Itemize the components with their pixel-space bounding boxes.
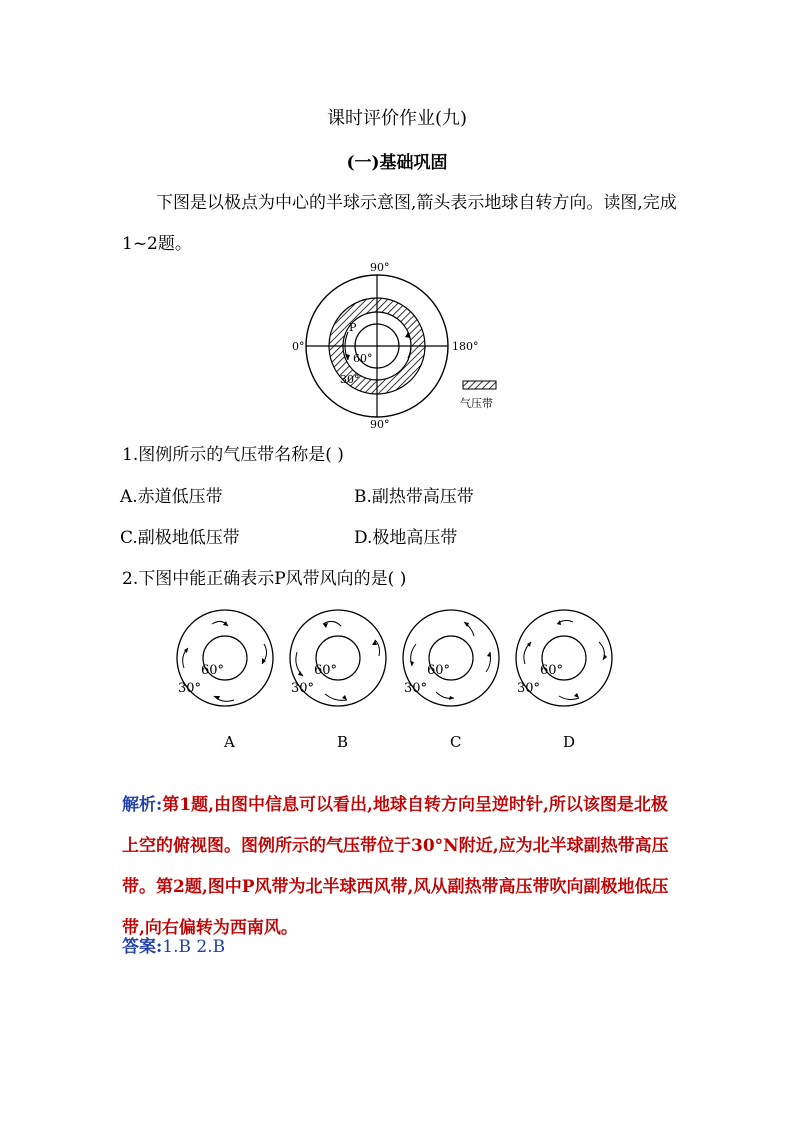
diagram-b-60: 60° (314, 663, 338, 678)
wind-diagrams (168, 606, 618, 756)
label-0: 0° (292, 340, 305, 353)
answer-text: 1.B 2.B (162, 937, 226, 957)
label-60: 60° (353, 352, 373, 365)
legend-label: 气压带 (460, 397, 493, 410)
diagram-c-letter: C (450, 733, 462, 751)
diagram-c-60: 60° (427, 663, 451, 678)
answer-block (122, 932, 225, 957)
diagram-d-60: 60° (540, 663, 564, 678)
diagram-c-30: 30° (404, 681, 428, 696)
diagram-b-letter: B (337, 733, 349, 751)
q1-option-c: C.副极地低压带 (120, 528, 240, 548)
answer-label: 答案: (122, 937, 163, 957)
section-heading: (一)基础巩固 (346, 153, 448, 173)
q1-option-a: A.赤道低压带 (120, 487, 223, 507)
label-p: P (349, 321, 357, 334)
diagram-a-60: 60° (201, 663, 225, 678)
page-title: 课时评价作业(九) (326, 108, 468, 129)
diagram-a-letter: A (224, 733, 235, 751)
diagram-a-30: 30° (178, 681, 202, 696)
label-90-top: 90° (370, 261, 390, 274)
diagram-a (177, 610, 273, 751)
analysis-label: 解析: (122, 795, 163, 815)
label-90-bottom: 90° (370, 418, 390, 430)
diagram-b (290, 610, 386, 751)
question-2-stem: 2.下图中能正确表示P风带风向的是( ) (122, 569, 407, 589)
diagram-d-letter: D (563, 733, 576, 751)
label-180: 180° (452, 340, 479, 353)
analysis-block (122, 785, 677, 949)
q1-option-d: D.极地高压带 (354, 528, 458, 548)
analysis-text: 第1题,由图中信息可以看出,地球自转方向呈逆时针,所以该图是北极上空的俯视图。图例所示的气压带位于30°N附近,应为北半球副热带高压带。第2题,图中P风带为北半球西风带,风从副热带高压带吹向副极地低压带,向右偏转为西南风。 (122, 795, 669, 938)
diagram-d (516, 610, 612, 751)
diagram-d-30: 30° (517, 681, 541, 696)
diagram-b-30: 30° (291, 681, 315, 696)
question-1-stem: 1.图例所示的气压带名称是( ) (122, 445, 344, 465)
label-30: 30° (340, 373, 360, 386)
legend-swatch (463, 381, 496, 389)
hemisphere-figure (280, 258, 520, 430)
q1-option-b: B.副热带高压带 (354, 487, 474, 507)
diagram-c (403, 610, 499, 751)
intro-text: 下图是以极点为中心的半球示意图,箭头表示地球自转方向。读图,完成1~2题。 (122, 193, 677, 254)
